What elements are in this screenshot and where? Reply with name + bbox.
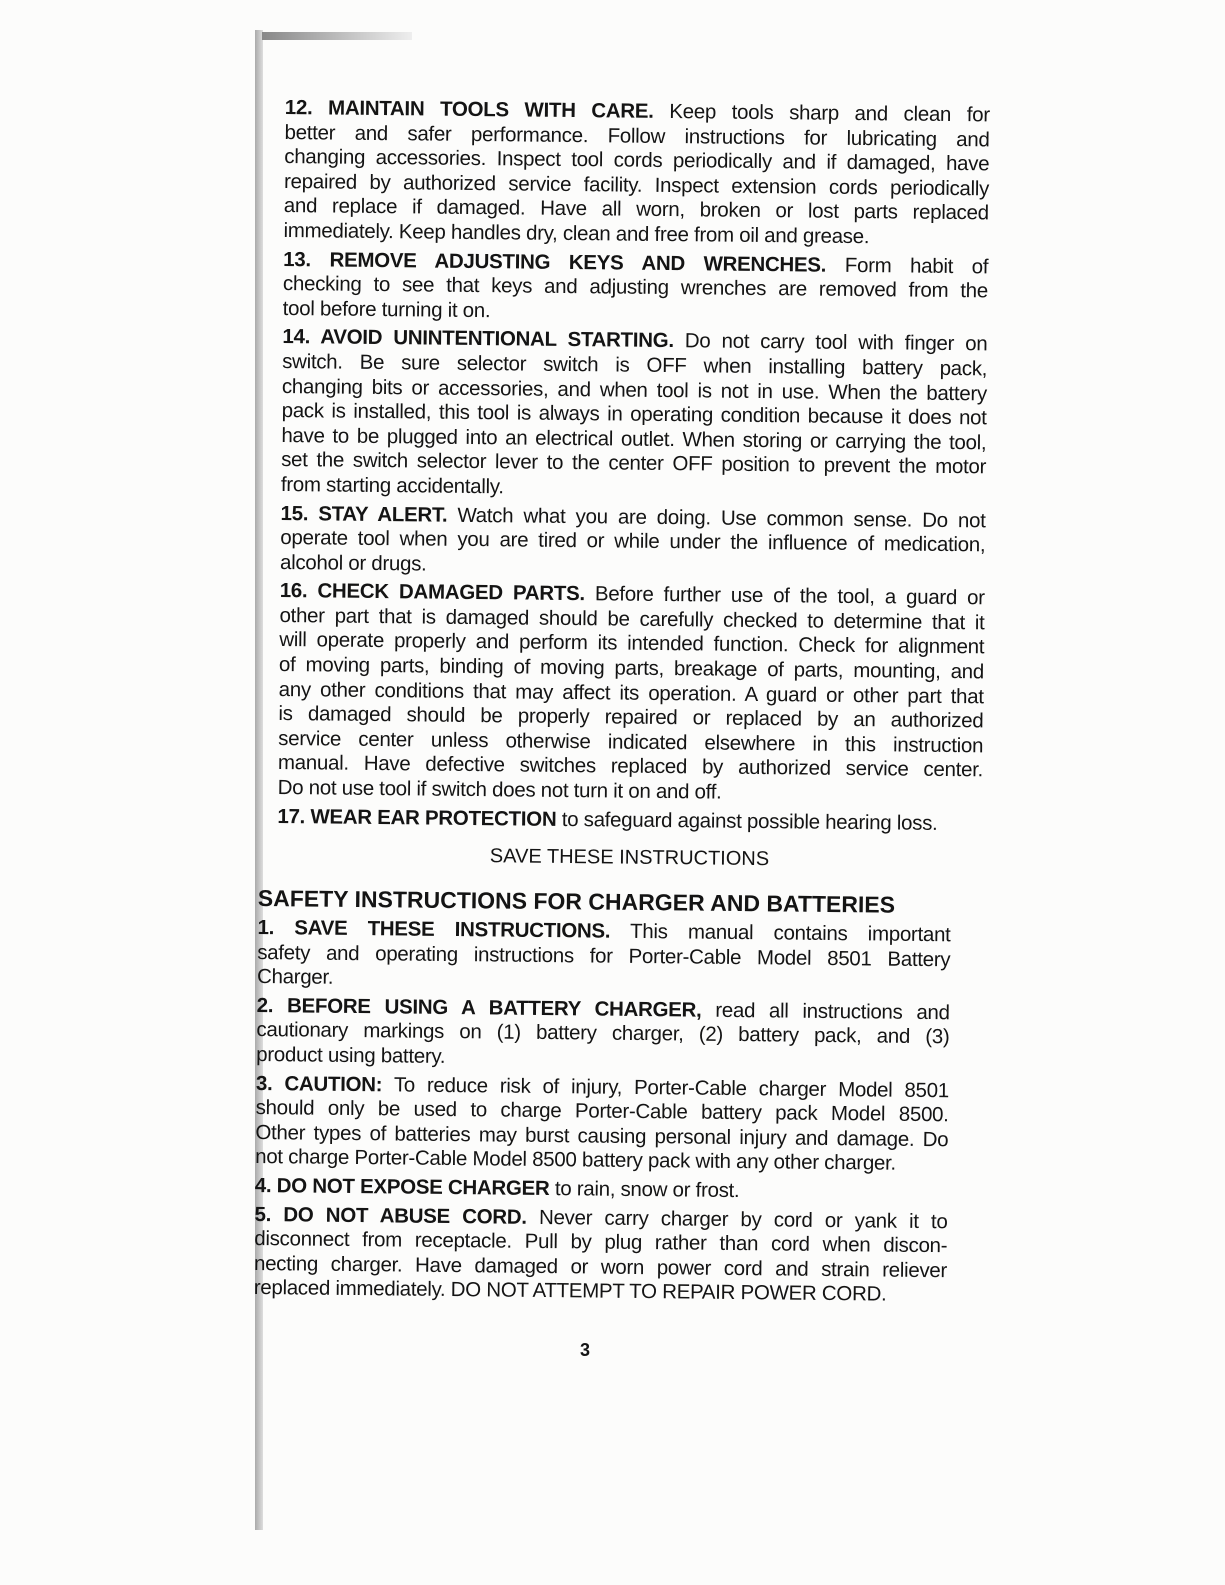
instruction-text: to safeguard against possible hearing loss. [556,807,938,835]
instruction-text: Never carry charger by cord or yank it to [526,1205,948,1233]
instruction-lead: 13. REMOVE ADJUSTING KEYS AND WRENCHES. [283,247,827,277]
instruction-line: safety and operating instructions for Porter-Cable Model 8501 Battery [257,940,951,971]
instruction-item [281,325,988,505]
instruction-line: switch. Be sure selector switch is OFF when installing battery pack, [282,349,988,381]
instruction-lead: 3. CAUTION: [255,1071,383,1096]
binding-shadow [255,30,263,1530]
instruction-line: product using battery. [256,1042,446,1068]
instruction-line: immediately. Keep handles dry, clean and free from oil and grease. [283,218,870,249]
instruction-line: Do not use tool if switch does not turn it on and off. [277,775,722,804]
instruction-line: checking to see that keys and adjusting wrenches are removed from the [282,272,989,303]
instruction-item [257,916,951,997]
instruction-line: any other conditions that may affect its operation. A guard or other part that [278,677,984,709]
instruction-item [278,579,985,808]
save-instructions-note: SAVE THESE INSTRUCTIONS [489,845,770,871]
instruction-line: manual. Have defective switches replaced by authorized service center. [277,751,984,782]
instruction-lead: 12. MAINTAIN TOOLS WITH CARE. [284,95,654,123]
instruction-line: set the switch selector lever to the center OFF position to prevent the motor [281,448,987,479]
instruction-text: to rain, snow or frost. [549,1177,740,1202]
scan-artifact [262,32,412,40]
instruction-line: pack is installed, this tool is always in operating condition because it does not [281,399,987,430]
instruction-line: tool before turning it on. [282,296,491,322]
instruction-line: have to be plugged into an electrical outlet. When storing or carrying the tool, [281,423,987,455]
charger-safety-section [254,885,951,1308]
instruction-line: Other types of batteries may burst causing personal injury and damage. Do [255,1120,949,1151]
instruction-item [283,248,989,329]
instruction-line: Charger. [256,965,334,989]
instruction-line [277,805,982,837]
instruction-line: and replace if damaged. Have all worn, broken or lost parts replaced [283,194,989,225]
instruction-line: necting charger. Have damaged or worn power cord and strain reliever [253,1251,948,1282]
instruction-line: cautionary markings on (1) battery charger, (2) battery pack, and (3) [256,1018,950,1049]
instruction-item [255,1174,948,1206]
instruction-item [255,1072,949,1178]
instruction-text: This manual contains important [610,919,951,947]
tool-safety-section [277,92,990,874]
instruction-line: replaced immediately. DO NOT ATTEMPT TO REPAIR POWER CORD. [253,1276,887,1306]
instruction-line: not charge Porter-Cable Model 8500 battery pack with any other charger. [255,1145,897,1176]
instruction-lead: 1. SAVE THESE INSTRUCTIONS. [257,915,611,943]
instruction-line: better and safer performance. Follow instructions for lubricating and [284,120,990,151]
instruction-item [280,501,986,582]
instruction-text: Form habit of [826,253,989,278]
instruction-lead: 5. DO NOT ABUSE CORD. [254,1202,527,1229]
instruction-line: other part that is damaged should be carefully checked to determine that it [279,603,985,635]
instruction-line: should only be used to charge Porter-Cable battery pack Model 8500. [255,1096,949,1127]
instruction-lead: 4. DO NOT EXPOSE CHARGER [254,1173,550,1201]
instruction-lead: 14. AVOID UNINTENTIONAL STARTING. [282,325,674,353]
instruction-text: Before further use of the tool, a guard or [584,582,985,610]
instruction-line: changing accessories. Inspect tool cords periodically and if damaged, have [284,145,990,176]
instruction-line [255,1174,948,1206]
instruction-line: disconnect from receptacle. Pull by plug rather than cord when discon- [254,1227,948,1258]
instruction-item [254,1203,948,1309]
instruction-text: Watch what you are doing. Use common sense. Do not [447,503,986,532]
instruction-lead: 15. STAY ALERT. [280,501,448,527]
page-number: 3 [580,1340,591,1360]
instruction-lead: 2. BEFORE USING A BATTERY CHARGER, [256,993,702,1022]
instruction-item [283,96,990,251]
instruction-item [256,994,950,1075]
instruction-line: will operate properly and perform its intended function. Check for alignment [279,628,985,659]
section-heading: SAFETY INSTRUCTIONS FOR CHARGER AND BATTERIES [257,885,896,918]
instruction-lead: 16. CHECK DAMAGED PARTS. [279,579,585,606]
instruction-text: Keep tools sharp and clean for [653,99,990,127]
instruction-text: read all instructions and [701,998,950,1025]
instruction-line: of moving parts, binding of moving parts, breakage of parts, mounting, and [278,653,985,684]
instruction-line: operate tool when you are tired or while under the influence of medication, [280,526,986,557]
instruction-lead: 17. WEAR EAR PROTECTION [277,804,557,831]
instruction-line: is damaged should be properly repaired or replaced by an authorized [278,702,984,733]
instruction-line: alcohol or drugs. [279,550,427,576]
instruction-line: repaired by authorized service facility. Inspect extension cords periodically [283,169,990,201]
instruction-line: from starting accidentally. [280,472,504,499]
instruction-text: Do not carry tool with finger on [673,329,988,356]
instruction-line: changing bits or accessories, and when tool is not in use. When the battery [281,374,988,405]
instruction-text: To reduce risk of injury, Porter-Cable charger Model 8501 [382,1072,950,1102]
instruction-line: service center unless otherwise indicated elsewhere in this instruction [278,726,984,758]
instruction-item [277,805,982,837]
